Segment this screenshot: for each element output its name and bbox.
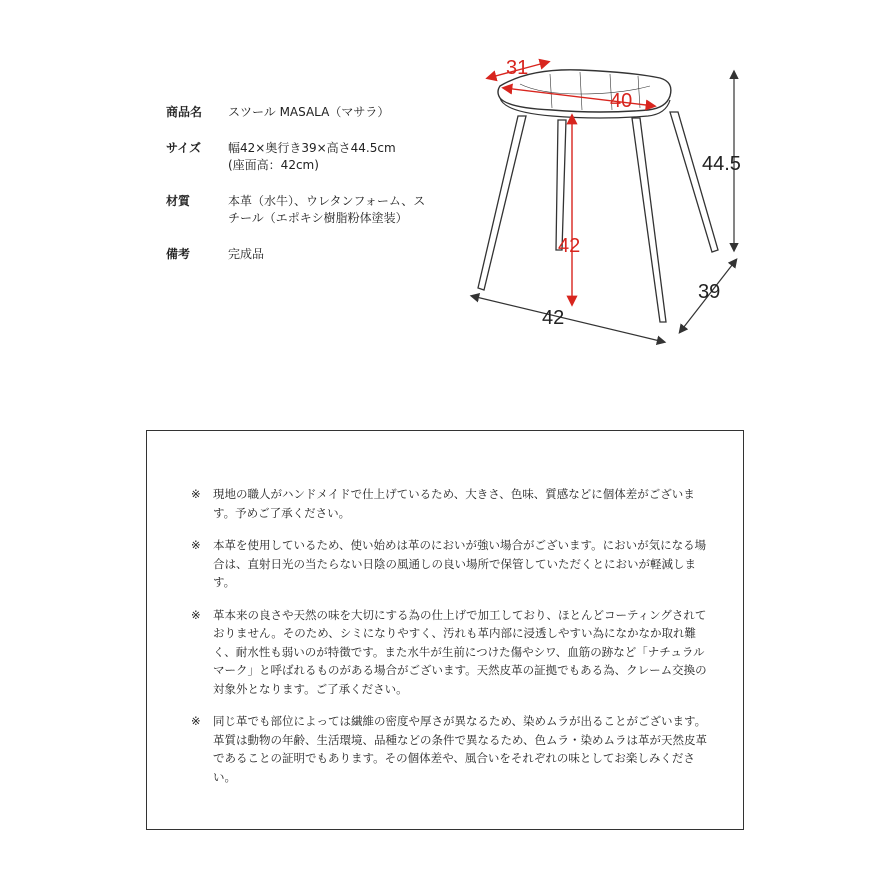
dim-label-seat-height: 42 <box>558 235 581 257</box>
dim-label-seat-depth: 31 <box>506 57 529 79</box>
note-mark: ※ <box>191 607 201 622</box>
spec-table <box>166 104 426 282</box>
note-text: 革本来の良さや天然の味を大切にする為の仕上げで加工しており、ほとんどコーティングされておりません。そのため、シミになりやすく、汚れも革内部に浸透しやすい為になかなか取れ難く、耐水性も弱いのが特徴です。また水牛が生前につけた傷やシワ、血筋の跡など「ナチュラルマーク」と呼ばれるものがある場合がございます。天然皮革の証拠でもある為、クレーム交換の対象外となります。ご了承ください。 <box>213 607 707 696</box>
notes-box <box>146 430 744 830</box>
dim-label-seat-width: 40 <box>610 90 633 112</box>
note-mark: ※ <box>191 487 201 501</box>
dim-label-height: 44.5 <box>702 153 741 175</box>
dim-label-depth: 39 <box>698 281 721 303</box>
spec-value: 幅42×奥行き39×高さ44.5cm (座面高：42cm) <box>228 141 396 172</box>
spec-label: 材質 <box>166 194 191 208</box>
spec-label: 商品名 <box>166 105 203 119</box>
spec-label: サイズ <box>166 141 202 155</box>
spec-value: スツール MASALA（マサラ） <box>228 105 390 119</box>
spec-value: 本革（水牛）、ウレタンフォーム、ス チール（エポキシ樹脂粉体塗装） <box>228 194 426 225</box>
note-text: 現地の職人がハンドメイドで仕上げているため、大きさ、色味、質感などに個体差がございます。予めご了承ください。 <box>213 487 695 520</box>
note-item <box>191 536 711 592</box>
note-text: 同じ革でも部位によっては繊維の密度や厚さが異なるため、染めムラが出ることがございます。革質は動物の年齢、生活環境、品種などの条件で異なるため、色ムラ・染めムラは革が天然皮革であることの証明でもあります。その個体差や、風合いをそれぞれの味としてお楽しみください。 <box>213 714 708 784</box>
stool-dimension-diagram <box>460 50 760 360</box>
spec-value: 完成品 <box>228 247 265 261</box>
spec-row-size <box>166 140 426 174</box>
note-mark: ※ <box>191 538 201 552</box>
spec-row-name <box>166 104 426 121</box>
spec-label: 備考 <box>166 247 191 261</box>
dim-arrow-width <box>472 296 664 342</box>
spec-row-material <box>166 193 426 227</box>
note-item <box>191 712 711 786</box>
stool-legs-icon <box>478 112 721 322</box>
note-mark: ※ <box>191 714 201 728</box>
note-text: 本革を使用しているため、使い始めは革のにおいが強い場合がございます。においが気になる場合は、直射日光の当たらない日陰の風通しの良い場所で保管していただくとにおいが軽減します。 <box>213 538 707 589</box>
spec-row-remarks <box>166 246 426 263</box>
dim-label-width: 42 <box>542 307 565 329</box>
note-item <box>191 606 711 699</box>
notes-list <box>191 485 711 800</box>
note-item <box>191 485 711 522</box>
